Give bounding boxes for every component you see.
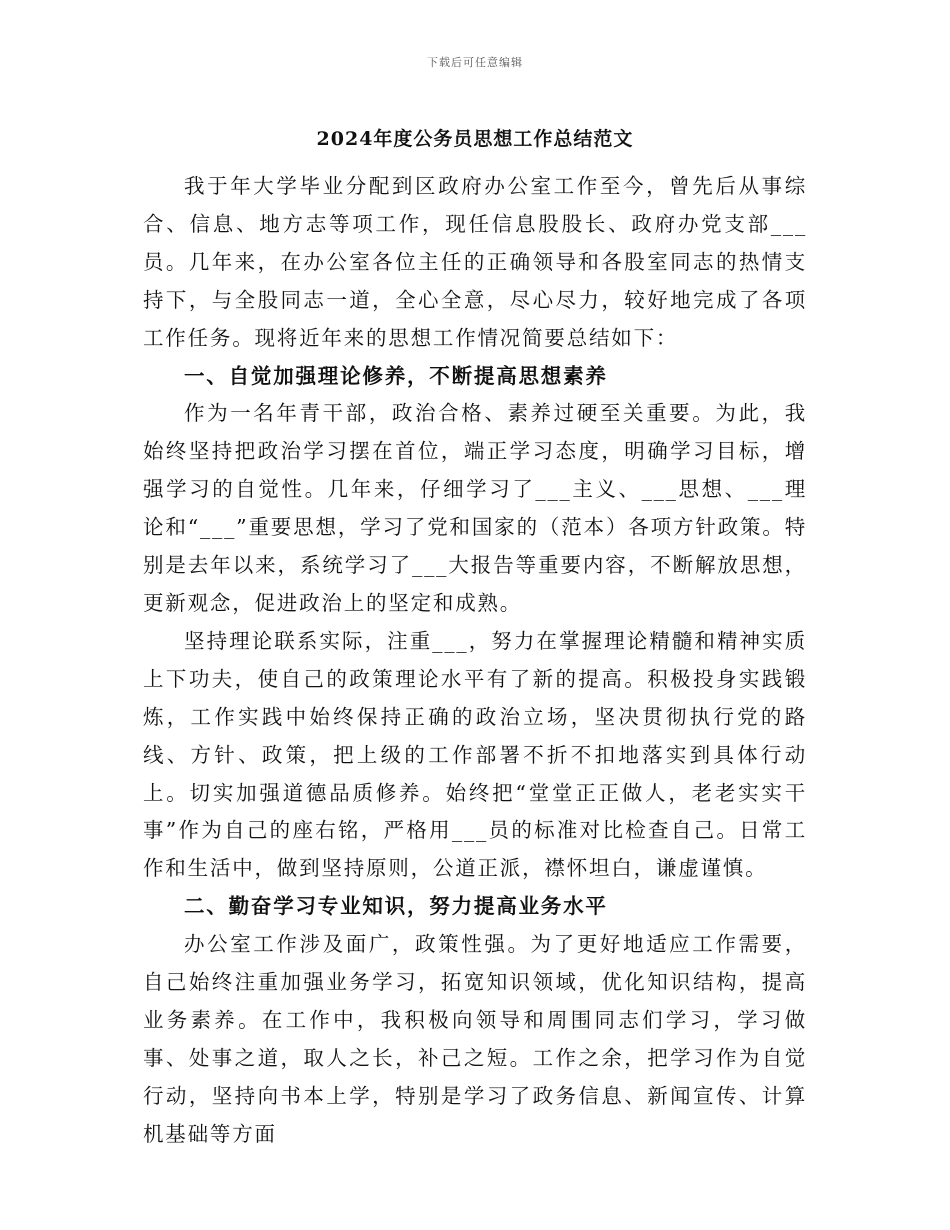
- document-title: 2024年度公务员思想工作总结范文: [316, 128, 634, 150]
- header-note: 下载后可任意编辑: [427, 56, 523, 69]
- section-1-paragraph-2: 坚持理论联系实际，注重___，努力在掌握理论精髓和精神实质上下功夫，使自己的政策理论水平有了新的提高。积极投身实践锻炼，工作实践中始终保持正确的政治立场，坚决贯彻执行党的路线、方针、政策，把上级的工作部署不折不扣地落实到具体行动上。切实加强道德品质修养。始终把“堂堂正正做人，老老实实干事”作为自己的座右铭，严格用___员的标准对比检查自己。日常工作和生活中，做到坚持原则，公道正派，襟怀坦白，谦虚谨慎。: [143, 628, 807, 881]
- document-body: [143, 168, 807, 1154]
- intro-paragraph: 我于年大学毕业分配到区政府办公室工作至今，曾先后从事综合、信息、地方志等项工作，现任信息股股长、政府办党支部___员。几年来，在办公室各位主任的正确领导和各股室同志的热情支持下，与全股同志一道，全心全意，尽心尽力，较好地完成了各项工作任务。现将近年来的思想工作情况简要总结如下：: [143, 174, 807, 350]
- section-1-paragraph-1: 作为一名年青干部，政治合格、素养过硬至关重要。为此，我始终坚持把政治学习摆在首位，端正学习态度，明确学习目标，增强学习的自觉性。几年来，仔细学习了___主义、___思想、___理论和“___”重要思想，学习了党和国家的（范本）各项方针政策。特别是去年以来，系统学习了___大报告等重要内容，不断解放思想，更新观念，促进政治上的坚定和成熟。: [143, 401, 807, 615]
- section-heading-2: 二、勤奋学习专业知识，努力提高业务水平: [184, 894, 608, 919]
- section-heading-1: 一、自觉加强理论修养，不断提高思想素养: [184, 363, 608, 388]
- section-2-paragraph-1: 办公室工作涉及面广，政策性强。为了更好地适应工作需要，自己始终注重加强业务学习，拓宽知识领域，优化知识结构，提高业务素养。在工作中，我积极向领导和周围同志们学习，学习做事、处事之道，取人之长，补己之短。工作之余，把学习作为自觉行动，坚持向书本上学，特别是学习了政务信息、新闻宣传、计算机基础等方面: [143, 932, 807, 1146]
